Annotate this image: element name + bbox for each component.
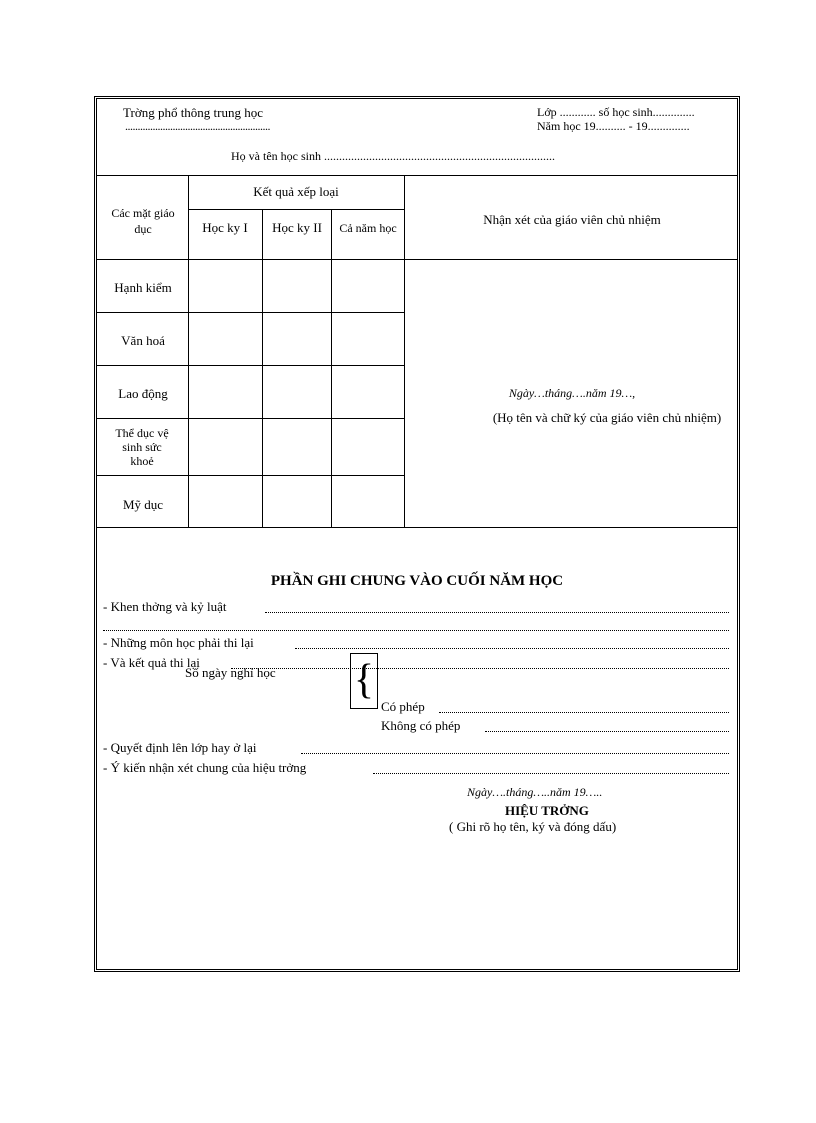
absence-excused-label: Có phép [381, 699, 425, 714]
teacher-comment-date: Ngày…tháng….năm 19…, [508, 386, 636, 400]
full-year-header: Cả năm học [339, 221, 397, 235]
absence-unexcused-line [485, 731, 729, 732]
retake-result-label: - Và kết quả thi lại [103, 655, 200, 670]
row-line-2 [97, 365, 404, 366]
principal-sign-note: ( Ghi rõ họ tên, ký và đóng dấu) [449, 819, 617, 834]
teacher-signature-note: (Họ tên và chữ ký của giáo viên chủ nhiệm) [492, 410, 722, 425]
row-aesthetics: Mỹ dục [122, 497, 164, 512]
principal-title: HIỆU TRỞNG [505, 803, 589, 818]
promotion-decision-label: - Quyết định lên lớp hay ở lại [103, 740, 257, 755]
school-label: Trờng phổ thông trung học [123, 105, 264, 120]
retake-result-line [231, 668, 729, 669]
reward-discipline-line [265, 612, 729, 613]
reward-discipline-label: - Khen thởng và kỷ luật [103, 599, 227, 614]
school-year-label: Năm học 19.......... - 19.............. [537, 119, 690, 133]
table-vline-4 [404, 175, 405, 527]
school-dots: .......................................................... [125, 119, 270, 133]
brace-box: { [350, 653, 378, 709]
term2-header: Học ky II [272, 220, 322, 235]
row-line-3 [97, 418, 404, 419]
row-culture: Văn hoá [121, 333, 165, 348]
general-section-title: PHẦN GHI CHUNG VÀO CUỐI NĂM HỌC [270, 573, 564, 589]
row-labor: Lao động [118, 386, 168, 401]
row-physical-health: Thể dục vệ sinh sức khoẻ [115, 426, 169, 468]
table-vline-2 [262, 209, 263, 527]
results-subheader-line [188, 209, 404, 210]
principal-date-line: Ngày….tháng…..năm 19….. [467, 785, 603, 799]
row-conduct: Hạnh kiểm [114, 280, 172, 295]
absence-days-label: Số ngày nghỉ học [185, 665, 276, 680]
term1-header: Học ky I [202, 220, 248, 235]
class-label: Lớp ............ số học sinh.............. [537, 105, 695, 119]
student-name-label: Họ và tên học sinh ............................................................................. [231, 149, 555, 163]
aspects-header: Các mặt giáo dục [111, 206, 175, 236]
report-card-frame [94, 96, 740, 972]
retake-subjects-line [295, 648, 729, 649]
row-line-1 [97, 312, 404, 313]
row-line-4 [97, 475, 404, 476]
table-header-bottom [97, 259, 737, 260]
teacher-comment-header: Nhận xét của giáo viên chủ nhiệm [483, 212, 661, 227]
absence-excused-line [439, 712, 729, 713]
table-bottom [97, 527, 737, 528]
promotion-decision-line [301, 753, 729, 754]
table-vline-3 [331, 209, 332, 527]
absence-unexcused-label: Không có phép [381, 718, 461, 733]
results-header: Kết quả xếp loại [253, 184, 339, 199]
header-divider [97, 175, 737, 176]
retake-subjects-label: - Những môn học phải thi lại [103, 635, 254, 650]
principal-comment-line [373, 773, 729, 774]
reward-discipline-line-2 [103, 630, 729, 631]
principal-comment-label: - Ý kiến nhận xét chung của hiệu trởng [103, 760, 307, 775]
